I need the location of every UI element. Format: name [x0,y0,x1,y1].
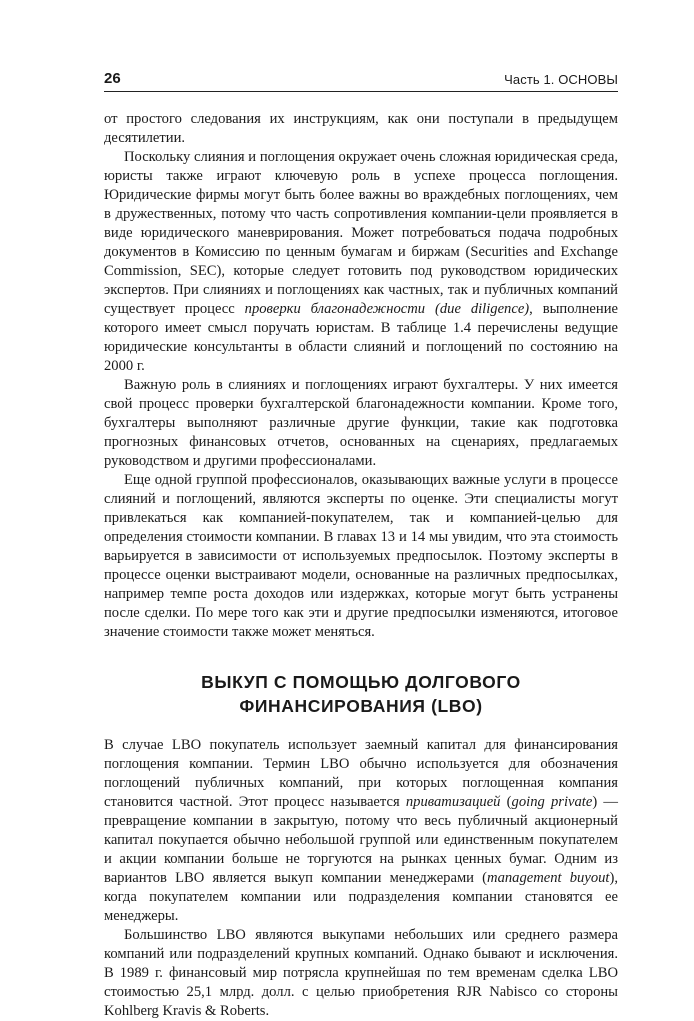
page-number: 26 [104,70,121,87]
header-rule [104,91,618,92]
paragraph-lbo-definition: В случае LBO покупатель использует заемный капитал для финансирования поглощения компании. Термин LBO обычно используется для обозначения поглощений публичных компаний, при которых поглощенная компания становится частной. Этот процесс называется приватизацией (going private) — превращение компании в закрытую, потому что весь публичный акционерный капитал покупается обычно небольшой группой или единственным покупателем и акции компании больше не торгуются на рынках ценных бумаг. Одним из вариантов LBO является выкуп компании менеджерами (management buyout), когда покупателем компании или подразделения компании становятся ее менеджеры. [104,737,619,924]
page-body [104,110,618,1021]
term-due-diligence: проверки благонадежности (due diligence) [244,301,530,317]
running-head: Часть 1. ОСНОВЫ [504,72,618,87]
term-privatization: приватизацией [405,794,501,810]
paragraph-accountants: Важную роль в слияниях и поглощениях играют бухгалтеры. У них имеется свой процесс проверки бухгалтерской благонадежности компании. Кроме того, бухгалтеры выполняют различные другие функции, такие как подготовка прогнозных финансовых отчетов, основанных на сценариях, предлагаемых руководством и другими профессионалами. [104,377,618,469]
paragraph-valuation-experts: Еще одной группой профессионалов, оказывающих важные услуги в процессе слияний и поглощений, являются эксперты по оценке. Эти специалисты могут привлекаться как компанией-покупателем, так и компанией-целью для определения стоимости компании. В главах 13 и 14 мы увидим, что эта стоимость варьируется в зависимости от используемых предпосылок. Поэтому эксперты в процессе оценки выстраивают модели, основанные на различных предпосылках, например темпе роста доходов или издержках, которые могут быть устранены после сделки. По мере того как эти и другие предпосылки изменяются, итоговое значение стоимости также может меняться. [104,472,618,640]
section-heading [104,670,618,718]
term-management-buyout: management buyout [487,870,610,886]
page-header [104,63,618,87]
term-going-private: going private [511,794,593,810]
section-heading-line-1: ВЫКУП С ПОМОЩЬЮ ДОЛГОВОГО [201,672,521,692]
paragraph-continuation: от простого следования их инструкциям, как они поступали в предыдущем десятилетии. [104,111,618,146]
section-heading-line-2: ФИНАНСИРОВАНИЯ (LBO) [239,696,483,716]
paragraph-lawyers: Поскольку слияния и поглощения окружает очень сложная юридическая среда, юристы также играют ключевую роль в успехе процесса поглощения. Юридические фирмы могут быть более важны во враждебных поглощениях, чем в дружественных, потому что часть сопротивления компании-цели проявляется в виде юридического маневрирования. Может потребоваться подача подробных документов в Комиссию по ценным бумагам и биржам (Securities and Exchange Commission, SEC), которые следует готовить под руководством юридических экспертов. При слияниях и поглощениях как частных, так и публичных компаний существует процесс проверки благонадежности (due diligence), выполнение которого имеет смысл поручать юристам. В таблице 1.4 перечислены ведущие юридические консультанты в области слияний и поглощений по состоянию на 2000 г. [104,149,618,374]
paragraph-lbo-examples: Большинство LBO являются выкупами небольших или среднего размера компаний или подразделений крупных компаний. Однако бывают и исключения. В 1989 г. финансовый мир потрясла крупнейшая по тем временам сделка LBO стоимостью 25,1 млрд. долл. с целью приобретения RJR Nabisco со стороны Kohlberg Kravis & Roberts. [104,927,618,1019]
